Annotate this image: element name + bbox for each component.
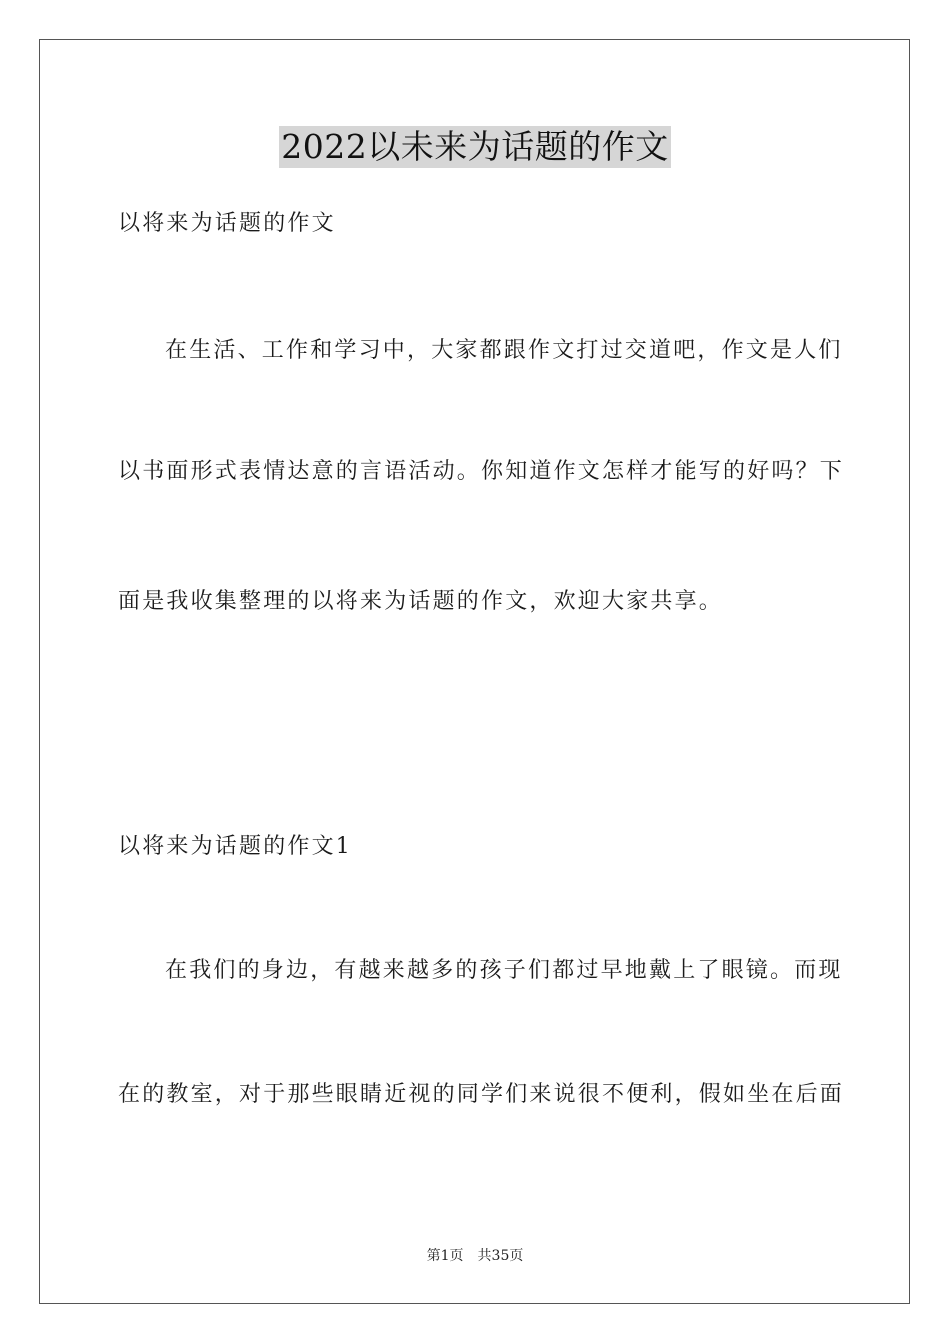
- intro-line: 以书面形式表情达意的言语活动。你知道作文怎样才能写的好吗？下: [118, 459, 845, 484]
- intro-line: 面是我收集整理的以将来为话题的作文，欢迎大家共享。: [118, 589, 724, 614]
- page-total: 共35页: [477, 1248, 524, 1264]
- intro-line: 在生活、工作和学习中，大家都跟作文打过交道吧，作文是人们: [165, 338, 843, 363]
- page-footer: [0, 1246, 950, 1266]
- subtitle: 以将来为话题的作文: [118, 211, 336, 236]
- document-title: 2022以未来为话题的作文: [281, 127, 669, 166]
- essay-line: 在我们的身边，有越来越多的孩子们都过早地戴上了眼镜。而现: [165, 958, 843, 983]
- essay-line: 在的教室，对于那些眼睛近视的同学们来说很不便利，假如坐在后面: [118, 1082, 845, 1107]
- page-number: 第1页: [426, 1248, 464, 1264]
- section-heading: 以将来为话题的作文1: [118, 834, 352, 859]
- title-container: [0, 126, 950, 168]
